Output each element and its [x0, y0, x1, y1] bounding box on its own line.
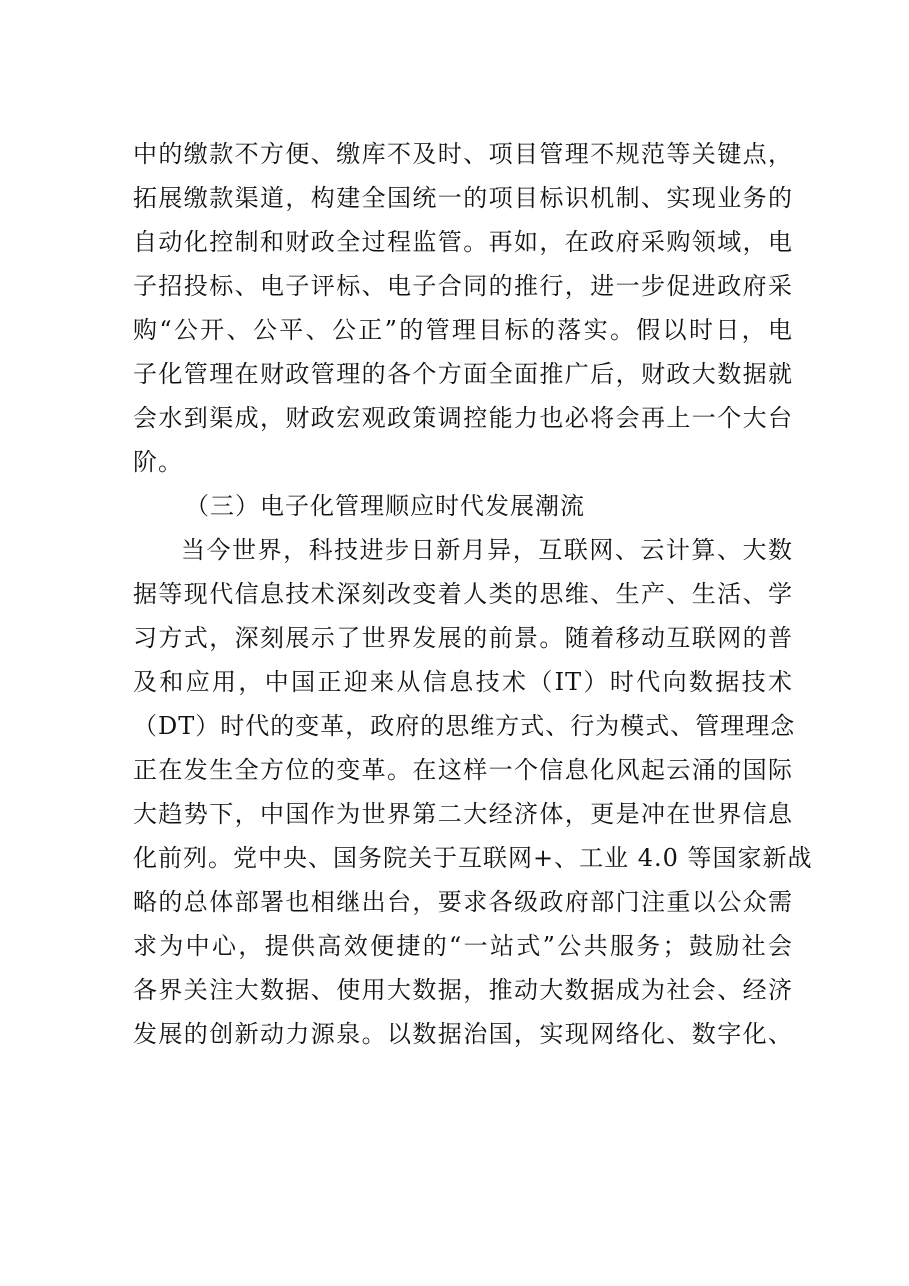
- section-heading: （三）电子化管理顺应时代发展潮流: [185, 492, 585, 520]
- paragraph-1-line-4: 子招投标、电子评标、电子合同的推行，进一步促进政府采: [133, 272, 793, 300]
- paragraph-2-line-11: 各界关注大数据、使用大数据，推动大数据成为社会、经济: [133, 976, 793, 1004]
- paragraph-1-line-6: 子化管理在财政管理的各个方面全面推广后，财政大数据就: [133, 360, 793, 388]
- paragraph-2-line-7: 大趋势下，中国作为世界第二大经济体，更是冲在世界信息: [133, 800, 793, 828]
- paragraph-2-line-3: 习方式，深刻展示了世界发展的前景。随着移动互联网的普: [133, 624, 793, 652]
- paragraph-2-line-2: 据等现代信息技术深刻改变着人类的思维、生产、生活、学: [133, 580, 793, 608]
- paragraph-2-line-4: 及和应用，中国正迎来从信息技术（IT）时代向数据技术: [133, 668, 793, 696]
- paragraph-1-line-5: 购“公开、公平、公正”的管理目标的落实。假以时日，电: [133, 316, 793, 344]
- paragraph-2-line-9: 略的总体部署也相继出台，要求各级政府部门注重以公众需: [133, 888, 793, 916]
- paragraph-1-line-1: 中的缴款不方便、缴库不及时、项目管理不规范等关键点，: [133, 140, 793, 168]
- document-body: [133, 132, 813, 1056]
- paragraph-1-line-8: 阶。: [133, 448, 183, 476]
- paragraph-2-line-12: 发展的创新动力源泉。以数据治国，实现网络化、数字化、: [133, 1020, 793, 1048]
- paragraph-2-line-1: 当今世界，科技进步日新月异，互联网、云计算、大数: [181, 536, 793, 564]
- paragraph-2-line-6: 正在发生全方位的变革。在这样一个信息化风起云涌的国际: [133, 756, 793, 784]
- paragraph-2-line-5: （DT）时代的变革，政府的思维方式、行为模式、管理理念: [133, 712, 796, 740]
- paragraph-1-line-3: 自动化控制和财政全过程监管。再如，在政府采购领域，电: [133, 228, 793, 256]
- paragraph-2-line-10: 求为中心，提供高效便捷的“一站式”公共服务；鼓励社会: [133, 932, 793, 960]
- paragraph-2-line-8: 化前列。党中央、国务院关于互联网+、工业 4.0 等国家新战: [133, 844, 813, 872]
- paragraph-1-line-2: 拓展缴款渠道，构建全国统一的项目标识机制、实现业务的: [133, 184, 793, 212]
- paragraph-1-line-7: 会水到渠成，财政宏观政策调控能力也必将会再上一个大台: [133, 404, 793, 432]
